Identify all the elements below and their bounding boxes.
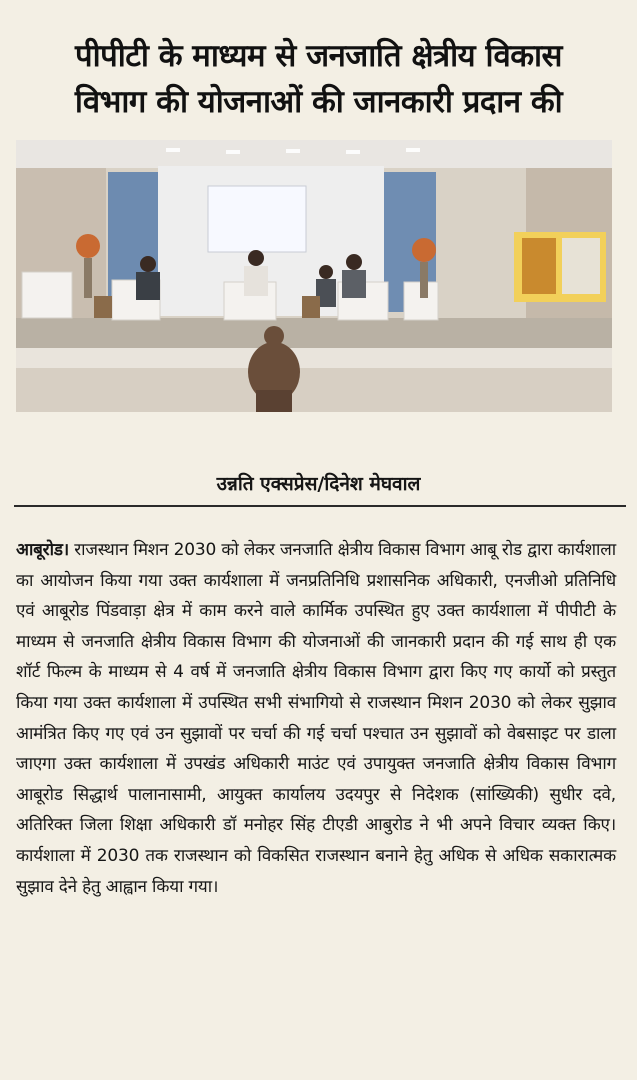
ceiling [16, 140, 612, 168]
article-body [16, 535, 616, 902]
byline: उन्नति एक्सप्रेस/दिनेश मेघवाल [216, 473, 421, 495]
stage-event-photo [16, 140, 612, 412]
headline-line-1: पीपीटी के माध्यम से जनजाति क्षेत्रीय विकास [74, 37, 563, 74]
article-text: राजस्थान मिशन 2030 को लेकर जनजाति क्षेत्रीय विकास विभाग आबू रोड द्वारा कार्यशाला का आयोजन किया गया उक्त कार्यशाला में जनप्रतिनिधि प्रशासनिक अधिकारी, एनजीओ प्रतिनिधि एवं आबूरोड पिंडवाड़ा क्षेत्र में काम करने वाले कार्मिक उपस्थित हुए उक्त कार्यशाला में पीपीटी के माध्यम से जनजाति क्षेत्रीय विकास विभाग की योजनाओं की जानकारी प्रदान की गई साथ ही एक शॉर्ट फिल्म के माध्यम से 4 वर्ष में जनजाति क्षेत्रीय विकास विभाग द्वारा किए गए कार्यो को प्रस्तुत किया गया उक्त कार्यशाला में उपस्थित सभी संभागियो से राजस्थान मिशन 2030 को लेकर सुझाव आमंत्रित किए गए एवं उन सुझावों पर चर्चा की गई चर्चा पश्चात उन सुझावों को वेबसाइट पर डाला जाएगा उक्त कार्यशाला में उपखंड अधिकारी माउंट एवं उपायुक्त जनजाति क्षेत्रीय विकास विभाग आबूरोड सिद्धार्थ पालानासामी, आयुक्त कार्यालय उदयपुर से निदेशक (सांख्यिकी) सुधीर दवे, अतिरिक्त जिला शिक्षा अधिकारी डॉ मनोहर सिंह टीएडी आबुरोड ने भी अपने विचार व्यक्त किए। कार्यशाला में 2030 तक राजस्थान को विकसित राजस्थान बनाने हेतु अधिक से अधिक सकारात्मक सुझाव देने हेतु आह्वान किया गया। [16, 540, 616, 897]
stage-front [16, 368, 612, 412]
headline-line-2: विभाग की योजनाओं की जानकारी प्रदान की [74, 83, 563, 120]
projection-screen [208, 186, 306, 252]
dateline: आबूरोड। [16, 540, 69, 560]
headline [0, 33, 637, 125]
photo-illustration [16, 140, 612, 412]
stage-railing [16, 348, 612, 368]
byline-divider [14, 505, 626, 507]
